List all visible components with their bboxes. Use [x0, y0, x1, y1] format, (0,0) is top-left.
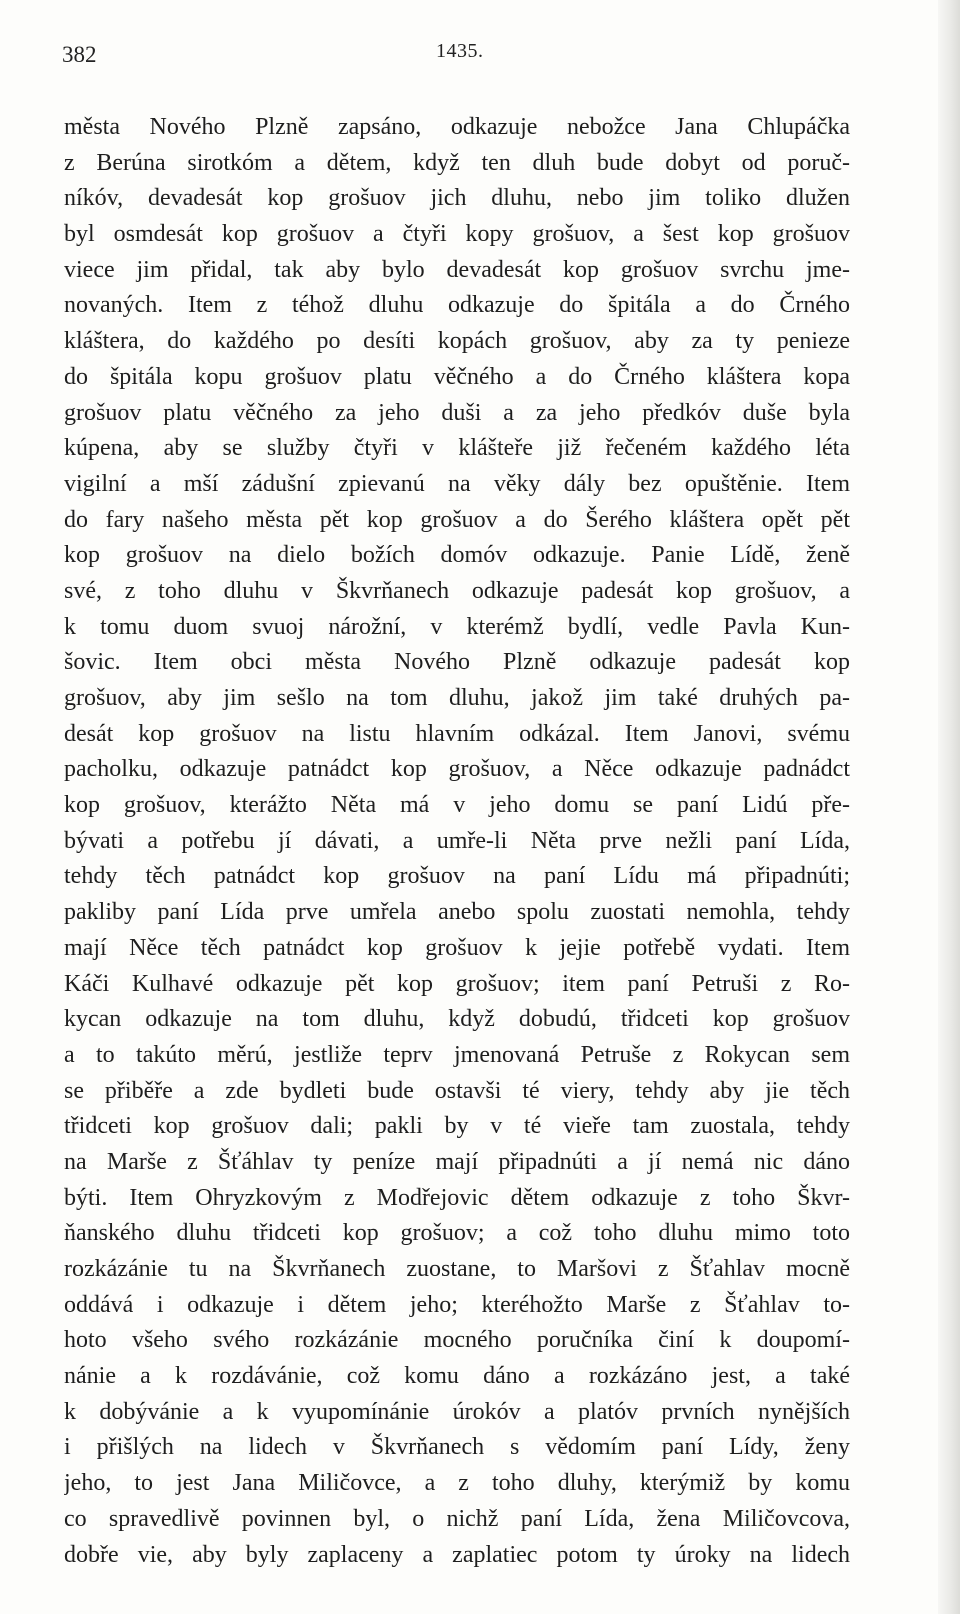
text-line: šovic. Item obci města Nového Plzně odkazuje padesát kop — [64, 649, 850, 676]
text-line: byl osmdesát kop grošuov a čtyři kopy grošuov, a šest kop grošuov — [64, 221, 850, 248]
text-line: rozkázánie tu na Škvrňanech zuostane, to Maršovi z Šťahlav mocně — [64, 1256, 850, 1282]
text-line: desát kop grošuov na listu hlavním odkázal. Item Janovi, svému — [64, 720, 850, 747]
text-line: nánie a k rozdávánie, což komu dáno a rozkázáno jest, a také — [64, 1363, 850, 1390]
text-line: dobře vie, aby byly zaplaceny a zaplatiec potom ty úroky na lidech — [64, 1541, 850, 1568]
text-line: oddává i odkazuje i dětem jeho; kteréhožto Marše z Šťahlav to- — [64, 1291, 850, 1318]
text-line: viece jim přidal, tak aby bylo devadesát kop grošuov svrchu jme- — [64, 256, 850, 283]
text-line: města Nového Plzně zapsáno, odkazuje nebožce Jana Chlupáčka — [64, 114, 850, 140]
text-line: i přišlých na lidech v Škvrňanech s vědomím paní Lídy, ženy — [64, 1434, 850, 1461]
page-edge-shadow — [938, 0, 960, 1614]
text-line: své, z toho dluhu v Škvrňanech odkazuje padesát kop grošuov, a — [64, 577, 850, 604]
text-line: tehdy těch patnádct kop grošuov na paní Lídu má připadnúti; — [64, 863, 850, 890]
text-line: pakliby paní Lída prve umřela anebo spolu zuostati nemohla, tehdy — [64, 899, 850, 926]
text-line: pacholku, odkazuje patnádct kop grošuov, a Něce odkazuje padnádct — [64, 756, 850, 783]
text-line: ňanského dluhu třidceti kop grošuov; a což toho dluhu mimo toto — [64, 1220, 850, 1247]
text-line: býti. Item Ohryzkovým z Modřejovic dětem odkazuje z toho Škvr- — [64, 1184, 850, 1211]
text-line: kop grošuov, kterážto Něta má v jeho domu se paní Lidú pře- — [64, 792, 850, 819]
text-line: Káči Kulhavé odkazuje pět kop grošuov; item paní Petruši z Ro- — [64, 970, 850, 997]
text-line: vigilní a mší zádušní zpievanú na věky dály bez opuštěnie. Item — [64, 470, 850, 497]
text-line: k tomu duom svuoj nárožní, v kterémž bydlí, vedle Pavla Kun- — [64, 613, 850, 640]
text-line: kycan odkazuje na tom dluhu, když dobudú, třidceti kop grošuov — [64, 1006, 850, 1033]
text-line: na Marše z Šťáhlav ty peníze mají připadnúti a jí nemá nic dáno — [64, 1148, 850, 1175]
text-line: novaných. Item z téhož dluhu odkazuje do špitála a do Črného — [64, 292, 850, 319]
text-line: bývati a potřebu jí dávati, a umře-li Něta prve nežli paní Lída, — [64, 827, 850, 854]
text-line: co spravedlivě povinnen byl, o nichž paní Lída, žena Miličovcova, — [64, 1505, 850, 1532]
page-number: 382 — [62, 42, 97, 67]
page-header — [62, 42, 852, 82]
text-line: se přiběře a zde bydleti bude ostavši té viery, tehdy aby jie těch — [64, 1077, 850, 1104]
text-line: mají Něce těch patnádct kop grošuov k jejie potřebě vydati. Item — [64, 934, 850, 961]
text-line: jeho, to jest Jana Miličovce, a z toho dluhy, kterýmiž by komu — [64, 1470, 850, 1497]
text-line: třidceti kop grošuov dali; pakli by v té vieře tam zuostala, tehdy — [64, 1113, 850, 1140]
text-line: kop grošuov na dielo božích domóv odkazuje. Panie Lídě, ženě — [64, 542, 850, 569]
text-line: kúpena, aby se služby čtyři v klášteře již řečeném každého léta — [64, 435, 850, 462]
text-line: z Berúna sirotkóm a dětem, když ten dluh bude dobyt od poruč- — [64, 149, 850, 176]
text-line: grošuov platu věčného za jeho duši a za jeho předkóv duše byla — [64, 399, 850, 426]
text-line: kláštera, do každého po desíti kopách grošuov, aby za ty penieze — [64, 328, 850, 355]
text-line: hoto všeho svého rozkázánie mocného poručníka činí k doupomí- — [64, 1327, 850, 1354]
body-text — [64, 110, 850, 1573]
text-line: do špitála kopu grošuov platu věčného a do Črného kláštera kopa — [64, 363, 850, 390]
text-line: níkóv, devadesát kop grošuov jich dluhu, nebo jim toliko dlužen — [64, 185, 850, 212]
text-line: do fary našeho města pět kop grošuov a do Šerého kláštera opět pět — [64, 506, 850, 533]
text-line: grošuov, aby jim sešlo na tom dluhu, jakož jim také druhých pa- — [64, 685, 850, 711]
running-head-year: 1435. — [436, 40, 484, 62]
text-line: k dobývánie a k vyupomínánie úrokóv a platóv prvních nynějších — [64, 1398, 850, 1425]
text-line: a to takúto měrú, jestliže teprv jmenovaná Petruše z Rokycan sem — [64, 1041, 850, 1068]
